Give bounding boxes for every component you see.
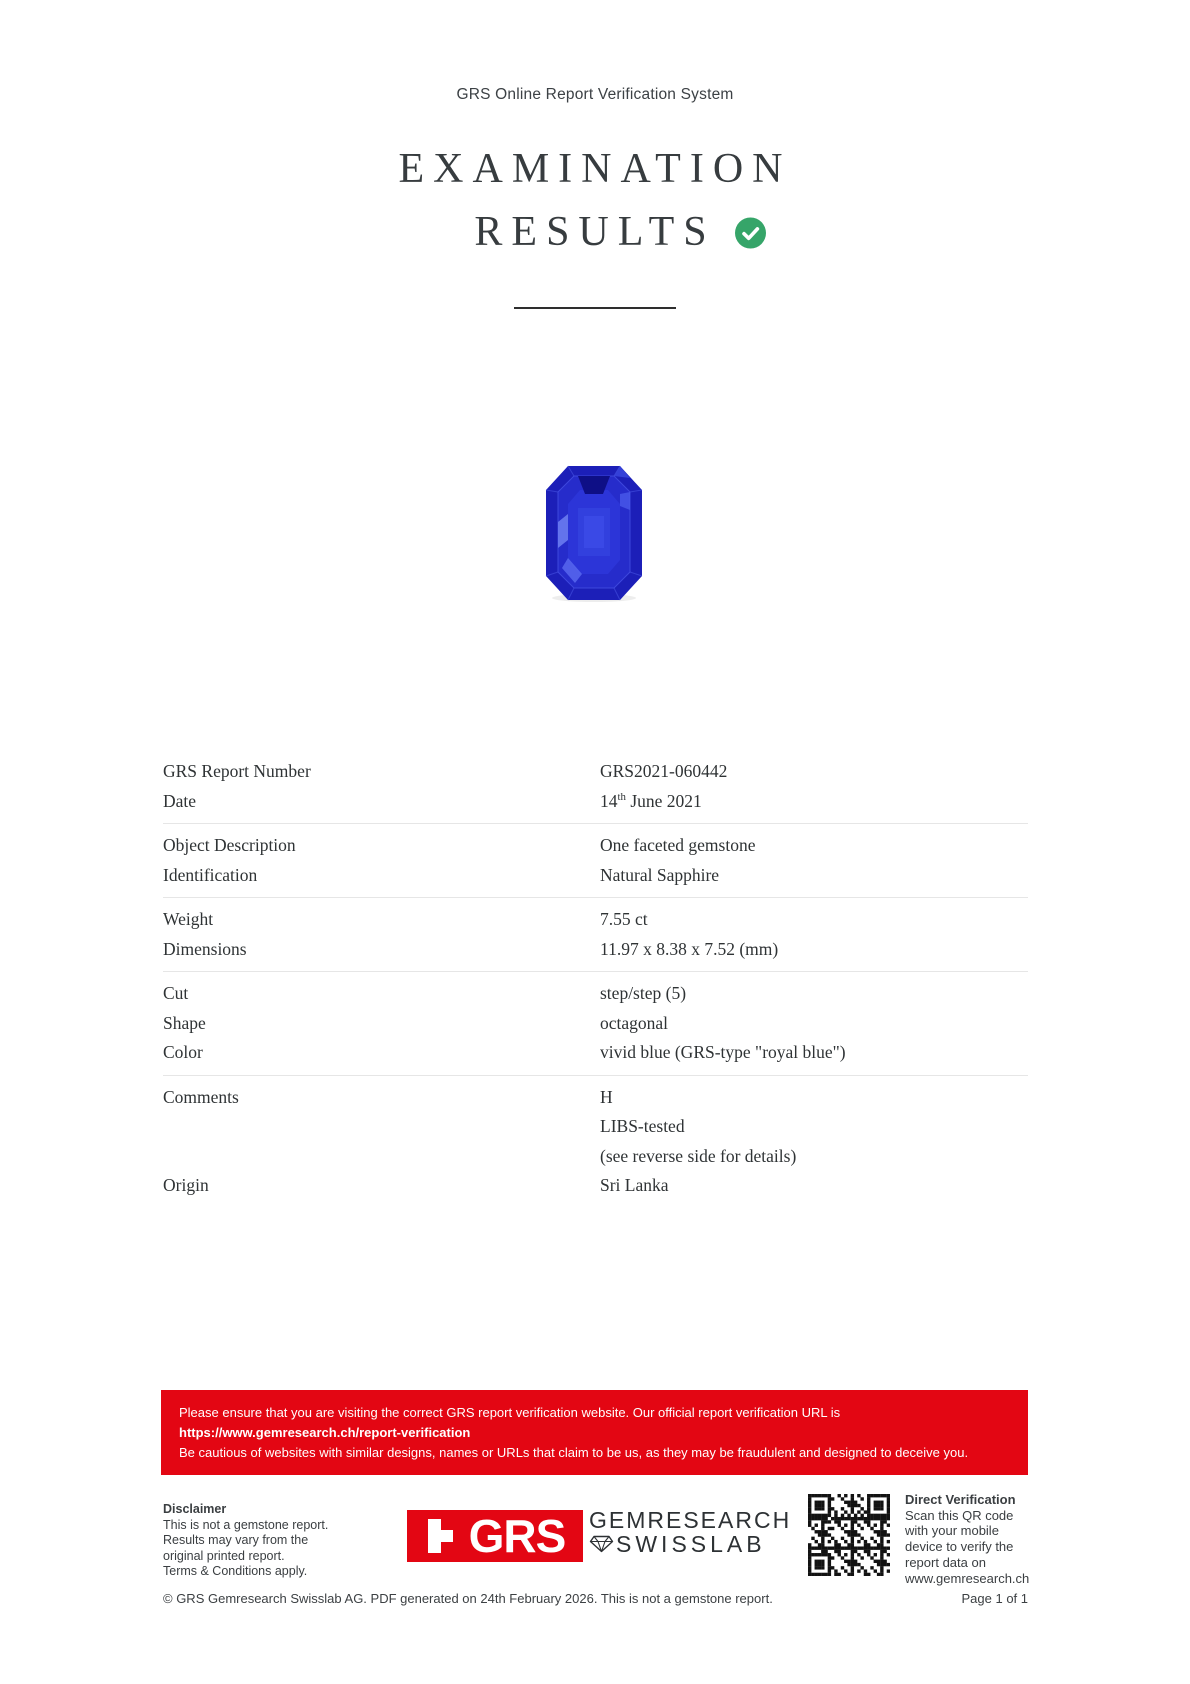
direct-verification-line: Scan this QR code: [905, 1507, 1014, 1523]
title-line-1: EXAMINATION: [398, 146, 792, 192]
system-header-title: GRS Online Report Verification System: [456, 86, 734, 103]
report-group: [163, 972, 1028, 1076]
grs-logo: [407, 1510, 583, 1562]
report-field-value: One faceted gemstone: [600, 835, 756, 855]
report-field-label: Shape: [163, 1012, 206, 1033]
report-field-value: step/step (5): [600, 983, 687, 1003]
report-row: [163, 1171, 1028, 1201]
brand-line-gemresearch: GEMRESEARCH: [589, 1507, 792, 1533]
gemstone-image: [544, 464, 644, 602]
disclaimer-block: [163, 1502, 328, 1580]
disclaimer-line: Results may vary from the: [163, 1533, 309, 1547]
direct-verification-line: with your mobile: [905, 1523, 999, 1539]
report-field-label: GRS Report Number: [163, 761, 311, 781]
title-line-2: RESULTS: [474, 209, 716, 255]
diamond-icon: [589, 1535, 614, 1553]
report-field-label: Color: [163, 1042, 203, 1062]
report-field-value: Natural Sapphire: [600, 864, 720, 885]
report-field-label: Weight: [163, 909, 214, 929]
direct-verification-title: Direct Verification: [905, 1492, 1016, 1507]
report-row: [163, 861, 1028, 891]
qr-code: [808, 1494, 890, 1576]
disclaimer-title: Disclaimer: [163, 1502, 227, 1516]
banner-warning-text-2: Be cautious of websites with similar designs, names or URLs that claim to be us, as they may be fraudulent and designed to deceive you.: [179, 1445, 969, 1460]
report-row: [163, 757, 1028, 787]
report-row: [163, 1038, 1028, 1068]
report-field-value: 11.97 x 8.38 x 7.52 (mm): [600, 938, 779, 959]
gemresearch-swisslab-wordmark: [589, 1508, 791, 1556]
report-field-label: Identification: [163, 864, 258, 885]
copyright-text: © GRS Gemresearch Swisslab AG. PDF generated on 24th February 2026. This is not a gemstone report.: [163, 1591, 773, 1606]
disclaimer-line: This is not a gemstone report.: [163, 1517, 329, 1532]
report-field-value: vivid blue (GRS-type "royal blue"): [600, 1042, 846, 1062]
report-group: [163, 750, 1028, 824]
report-field-value: 14th June 2021: [600, 790, 702, 811]
disclaimer-line: Terms & Conditions apply.: [163, 1564, 308, 1578]
report-field-value: octagonal: [600, 1012, 669, 1033]
banner-warning-text-1: Please ensure that you are visiting the correct GRS report verification website. Our official report verification URL is: [179, 1405, 841, 1420]
report-field-label: Object Description: [163, 835, 296, 855]
page-indicator: Page 1 of 1: [961, 1591, 1028, 1606]
direct-verification-line: www.gemresearch.ch: [905, 1570, 1030, 1586]
direct-verification-line: report data on: [905, 1554, 986, 1570]
disclaimer-line: original printed report.: [163, 1548, 285, 1563]
direct-verification-block: [905, 1492, 1029, 1586]
report-row: [163, 1009, 1028, 1039]
report-row: [163, 1083, 1028, 1172]
report-table: [163, 750, 1028, 1208]
report-row: [163, 979, 1028, 1009]
report-field-value: Sri Lanka: [600, 1175, 669, 1195]
report-group: [163, 1076, 1028, 1208]
report-field-label: Origin: [163, 1175, 209, 1195]
report-field-value: GRS2021-060442: [600, 761, 728, 781]
report-field-label: Comments: [163, 1086, 239, 1107]
warning-banner: [161, 1390, 1028, 1475]
report-row: [163, 831, 1028, 861]
report-field-label: Date: [163, 790, 197, 811]
report-row: [163, 787, 1028, 817]
swiss-half-cross-icon: [419, 1516, 459, 1556]
report-field-value: H LIBS-tested (see reverse side for details): [600, 1086, 797, 1166]
page-title: [0, 138, 1190, 264]
report-row: [163, 935, 1028, 965]
grs-logo-text: GRS: [468, 1510, 566, 1562]
verified-check-icon: [735, 217, 766, 248]
title-divider: [514, 307, 676, 309]
verification-url-link[interactable]: https://www.gemresearch.ch/report-verification: [179, 1425, 471, 1440]
report-group: [163, 824, 1028, 898]
report-field-label: Dimensions: [163, 938, 247, 959]
brand-line-swisslab: SWISSLAB: [616, 1531, 766, 1557]
report-group: [163, 898, 1028, 972]
report-field-label: Cut: [163, 983, 189, 1003]
report-row: [163, 905, 1028, 935]
direct-verification-line: device to verify the: [905, 1539, 1014, 1555]
report-field-value: 7.55 ct: [600, 909, 648, 929]
